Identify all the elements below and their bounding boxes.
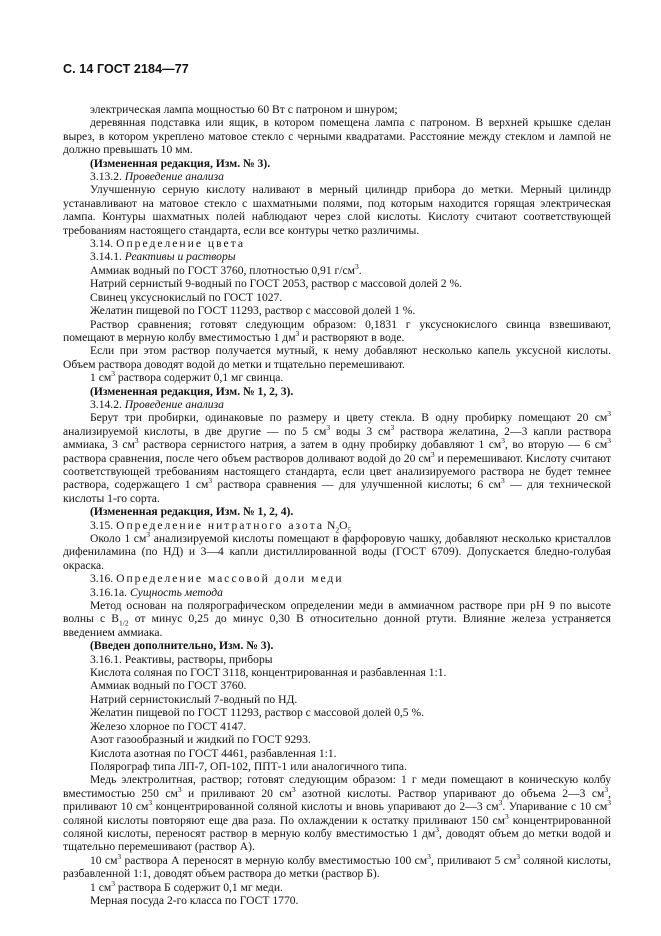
text-run: раствора А переносят в мерную колбу вместимостью 100 см (121, 853, 428, 867)
superscript: 3 (148, 798, 153, 808)
paragraph (63, 773, 611, 853)
text-run: деревянная подставка или ящик, в котором помещена лампа с патроном. В верхней крышке сделан вырез, в котором укреплено матовое стекло с черными квадратами. Расстояние между стеклом и лампой не должно превышать 10 мм. (63, 116, 611, 157)
paragraph (63, 720, 611, 733)
superscript: 3 (430, 449, 435, 459)
paragraph (63, 103, 611, 116)
paragraph (63, 304, 611, 317)
text-run: раствора сравнения, после чего объем растворов доливают водой до 20 см (63, 451, 431, 465)
text-run: Улучшенную серную кислоту наливают в мерный цилиндр прибора до метки. Мерный цилиндр устанавливают на матовое стекло с шахматными полями, под которым находится горящая электрическая лампа. Контуры шахматных полей наблюдают через слой кислоты. Кислоту считают соответствующей требованиям настоящего стандарта, если все контуры четко различимы. (63, 183, 611, 237)
paragraph (63, 653, 611, 666)
paragraph (63, 851, 611, 881)
text-run: и приливают 20 см (181, 786, 292, 800)
text-run: 3.14. (90, 237, 117, 251)
text-run: концентрированной соляной кислоты, переносят раствор в мерную колбу вместимостью 1 дм (63, 813, 611, 840)
text-run: 1 см (90, 880, 112, 894)
text-run: Сущность метода (129, 585, 223, 599)
text-run: Аммиак водный по ГОСТ 3760. (90, 679, 247, 693)
text-run: Проведение анализа (124, 397, 224, 411)
text-run: Натрий сернистый 9-водный по ГОСТ 2053, раствор с массовой долей 2 %. (90, 277, 463, 291)
text-run: , во вторую — 6 см (504, 438, 608, 452)
superscript: 3 (516, 851, 521, 861)
text-run: Берут три пробирки, одинаковые по размеру и цвету стекла. В одну пробирку помещают 20 см (90, 411, 608, 425)
text-run: 10 см (90, 853, 118, 867)
superscript: 3 (291, 784, 296, 794)
text-run: раствора Б содержит 0,1 мг меди. (114, 880, 283, 894)
text-run: Медь электролитная, раствор; готовят следующим образом: 1 г меди помещают в коническую колбу вместимостью 250 см (63, 773, 611, 800)
text-run: и растворяют в воде. (299, 330, 405, 344)
paragraph (63, 706, 611, 719)
paragraph (63, 371, 611, 384)
text-run: (Введен дополнительно, Изм. № 3). (90, 639, 274, 653)
text-run: Кислота соляная по ГОСТ 3118, концентрированная и разбавленная 1:1. (90, 666, 447, 680)
superscript: 3 (111, 369, 115, 379)
text-run: анализируемой кислоты помещают в фарфоровую чашку, добавляют несколько кристаллов дифениламина (по НД) и 3—4 капли дистиллированной воды (ГОСТ 6709). Допускается бледно-голубая окраска. (63, 532, 611, 572)
text-run: и перемешивают. Кислоту считают соответствующей требованиям настоящего стандарта, если цвет анализируемого раствора не будет темнее раствора, содержащего 1 см (63, 451, 611, 492)
document-body (63, 103, 611, 907)
paragraph (63, 277, 611, 290)
subscript: 5 (347, 524, 352, 534)
text-run: Желатин пищевой по ГОСТ 11293, раствор с массовой долей 0,5 %. (90, 706, 425, 720)
paragraph (63, 586, 611, 599)
text-run: соляной кислоты, разбавленной 1:1, доводят объем раствора до метки (раствор Б). (63, 853, 611, 881)
paragraph (63, 878, 611, 894)
paragraph (63, 250, 611, 263)
superscript: 3 (435, 825, 439, 835)
text-run: Желатин пищевой по ГОСТ 11293, раствор с массовой долей 1 %. (90, 304, 416, 318)
text-run: Проведение анализа (124, 170, 224, 184)
text-run: (Измененная редакция, Изм. № 1, 2, 4). (90, 505, 294, 519)
paragraph (63, 411, 611, 505)
paragraph (63, 237, 611, 250)
text-run: 3.16.1а. (90, 585, 130, 599)
superscript: 3 (208, 476, 213, 486)
superscript: 3 (355, 262, 359, 272)
text-run: Метод основан на полярографическом определении меди в аммиачном растворе при рН 9 по высоте волны с В (63, 599, 611, 626)
paragraph (63, 264, 611, 277)
text-run: Кислота азотная по ГОСТ 4461, разбавленная 1:1. (90, 746, 337, 760)
text-run: раствора желатина, 2—3 капли раствора аммиака, 3 см (63, 424, 611, 452)
text-run: Мерная посуда 2-го класса по ГОСТ 1770. (90, 893, 299, 907)
text-run: 1 см (90, 371, 112, 385)
paragraph (63, 747, 611, 760)
paragraph (63, 385, 611, 398)
superscript: 3 (501, 436, 505, 446)
text-run: Реактивы и растворы (124, 250, 236, 264)
text-run: Раствор сравнения; готовят следующим образом: 0,1831 г уксуснокислого свинца взвешивают, помещают в мерную колбу вместимостью 1 дм (63, 317, 611, 344)
text-run: Свинец уксуснокислый по ГОСТ 1027. (90, 290, 283, 304)
paragraph (63, 291, 611, 304)
text-run: — для технической кислоты 1-го сорта. (63, 478, 612, 505)
superscript: 3 (111, 878, 115, 888)
superscript: 3 (326, 422, 331, 432)
paragraph (63, 760, 611, 773)
superscript: 3 (604, 784, 609, 794)
paragraph (63, 398, 611, 411)
superscript: 3 (134, 436, 139, 446)
text-run: N (324, 518, 336, 532)
paragraph (63, 505, 611, 518)
superscript: 3 (177, 784, 182, 794)
text-run: электрическая лампа мощностью 60 Вт с патроном и шнуром; (90, 103, 398, 116)
text-run: Азот газообразный и жидкий по ГОСТ 9293. (90, 733, 311, 747)
text-run: . Упаривание с 10 см (502, 800, 608, 814)
text-run: раствора сравнения — для улучшенной кислоты; 6 см (212, 478, 502, 492)
text-run: Полярограф типа ЛП-7, ОП-102, ППТ-1 или аналогичного типа. (90, 759, 407, 773)
text-run: , доводят объем до метки водой и тщательно перемешивают (раствор А). (63, 826, 611, 854)
paragraph (63, 639, 611, 652)
paragraph (63, 572, 611, 585)
text-run: соляной кислоты повторяют еще два раза. По охлаждении к остатку приливают 150 см (63, 813, 506, 827)
paragraph (63, 157, 611, 170)
text-run: (Измененная редакция, Изм. № 3). (90, 156, 271, 170)
superscript: 3 (498, 798, 503, 808)
text-run: воды 3 см (330, 424, 391, 438)
superscript: 3 (607, 798, 611, 808)
superscript: 3 (607, 409, 611, 419)
paragraph (63, 599, 611, 639)
text-run: 3.16. (90, 572, 117, 586)
document-page (63, 62, 611, 907)
text-run: раствора сернистого натрия, а затем в одну пробирку добавляют 1 см (138, 438, 502, 452)
paragraph (63, 116, 611, 156)
paragraph (63, 344, 611, 371)
paragraph (63, 666, 611, 679)
text-run: , приливают 10 см (63, 786, 611, 814)
page-header: С. 14 ГОСТ 2184—77 (63, 62, 189, 76)
superscript: 3 (505, 811, 509, 821)
text-run: Аммиак водный по ГОСТ 3760, плотностью 0,91 г/см (90, 263, 356, 277)
text-run: Определение массовой доли меди (116, 572, 344, 586)
text-run: (Измененная редакция, Изм. № 1, 2, 3). (90, 384, 294, 398)
text-run: Натрий сернистокислый 7-водный по НД. (90, 692, 298, 706)
paragraph (63, 170, 611, 183)
text-run: концентрированной соляной кислоты и вновь упаривают до 2—3 см (152, 800, 499, 814)
paragraph (63, 894, 611, 907)
text-run: 3.14.2. (90, 397, 125, 411)
text-run: азотной кислоты. Раствор упаривают до объема 2—3 см (295, 786, 605, 800)
superscript: 3 (295, 329, 300, 339)
superscript: 3 (427, 851, 431, 861)
text-run: от минус 0,25 до минус 0,30 В относительно донной ртути. Влияние железа устраняется введением аммиака. (63, 612, 611, 639)
paragraph (63, 532, 611, 572)
text-run: Если при этом раствор получается мутный, к нему добавляют несколько капель уксусной кислоты. Объем раствора доводят водой до метки и тщательно перемешивают. (63, 344, 611, 371)
text-run: 3.14.1. (90, 250, 125, 264)
text-run: раствора содержит 0,1 мг свинца. (114, 371, 284, 385)
text-run: 3.16.1. Реактивы, растворы, приборы (90, 652, 273, 666)
paragraph (63, 183, 611, 237)
superscript: 3 (607, 436, 611, 446)
paragraph (63, 318, 611, 345)
text-run: O (339, 518, 348, 532)
text-run: Железо хлорное по ГОСТ 4147. (90, 719, 247, 733)
text-run: . (358, 263, 362, 277)
superscript: 3 (146, 530, 151, 540)
paragraph (63, 693, 611, 706)
text-run: 3.13.2. (90, 170, 125, 184)
text-run: , приливают 5 см (430, 853, 517, 867)
paragraph (63, 679, 611, 692)
subscript: 1/2 (119, 618, 129, 628)
text-run: Определение цвета (116, 237, 246, 251)
text-run: Около 1 см (90, 532, 147, 545)
superscript: 3 (117, 851, 122, 861)
text-run: анализируемой кислоты, в две другие — по 5 см (63, 424, 327, 438)
paragraph (63, 733, 611, 746)
subscript: 2 (335, 524, 340, 534)
superscript: 3 (390, 422, 395, 432)
superscript: 3 (501, 476, 505, 486)
text-run: Определение нитратного азота (116, 518, 325, 532)
text-run: 3.15. (90, 518, 117, 532)
